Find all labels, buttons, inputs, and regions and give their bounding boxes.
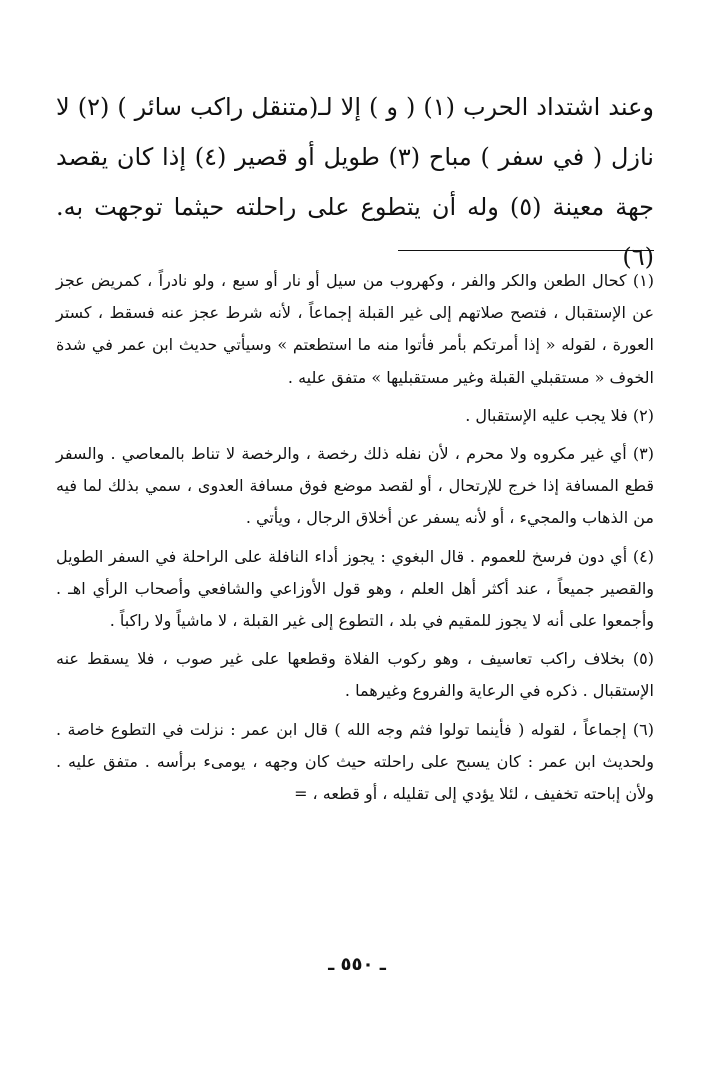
footnote-6: (٦) إجماعاً ، لقوله ( فأينما تولوا فثم وجه الله ) قال ابن عمر : نزلت في التطوع خاصة . ولحديث ابن عمر : كان يسبح على راحلته حيث كان وجهه ، يومىء برأسه . متفق عليه . ولأن إباحته تخفيف ، لئلا يؤدي إلى تقليله ، أو قطعه ، = <box>56 719 654 804</box>
footnote-2: (٢) فلا يجب عليه الإستقبال . <box>465 405 654 425</box>
main-text: وعند اشتداد الحرب (١) ( و ) إلا لـ(متنقل راكب سائر ) (٢) لا نازل ( في سفر ) مباح (٣) طويل أو قصير (٤) إذا كان يقصد جهة معينة (٥) وله أن يتطوع على راحلته حيثما توجهت به. (٦) <box>56 93 654 271</box>
footnote-3: (٣) أي غير مكروه ولا محرم ، لأن نفله ذلك رخصة ، والرخصة لا تناط بالمعاصي . والسفر قطع المسافة إذا خرج للإرتحال ، أو لقصد موضع فوق مسافة العدوى ، سمي بذلك لما فيه من الذهاب والمجيء ، أو لأنه يسفر عن أخلاق الرجال ، ويأتي . <box>56 444 654 528</box>
footnote-4: (٤) أي دون فرسخ للعموم . قال البغوي : يجوز أداء النافلة على الراحلة في السفر الطويل والقصير جميعاً ، عند أكثر أهل العلم ، وهو قول الأوزاعي والشافعي وأصحاب الرأي اهـ . وأجمعوا على أنه لا يجوز للمقيم في بلد ، التطوع إلى غير القبلة ، لا ماشياً ولا راكباً . <box>56 546 654 631</box>
footnote-divider <box>398 250 654 251</box>
page-number: ـ ٥٥٠ ـ <box>328 954 386 975</box>
footnotes <box>56 265 654 925</box>
footnote-1: (١) كحال الطعن والكر والفر ، وكهروب من سيل أو نار أو سبع ، ولو نادراً ، كمريض عجز عن الإستقبال ، فتصح صلاتهم إلى غير القبلة إجماعاً ، لأنه شرط عجز عنه فسقط ، كستر العورة ، لقوله « إذا أمرتكم بأمر فأتوا منه ما استطعتم » وسيأتي حديث ابن عمر في شدة الخوف « مستقبلي القبلة وغير مستقبليها » متفق عليه . <box>56 271 655 387</box>
footnote-5: (٥) بخلاف راكب تعاسيف ، وهو ركوب الفلاة وقطعها على غير صوب ، فلا يسقط عنه الإستقبال . ذكره في الرعاية والفروع وغيرهما . <box>56 649 654 701</box>
